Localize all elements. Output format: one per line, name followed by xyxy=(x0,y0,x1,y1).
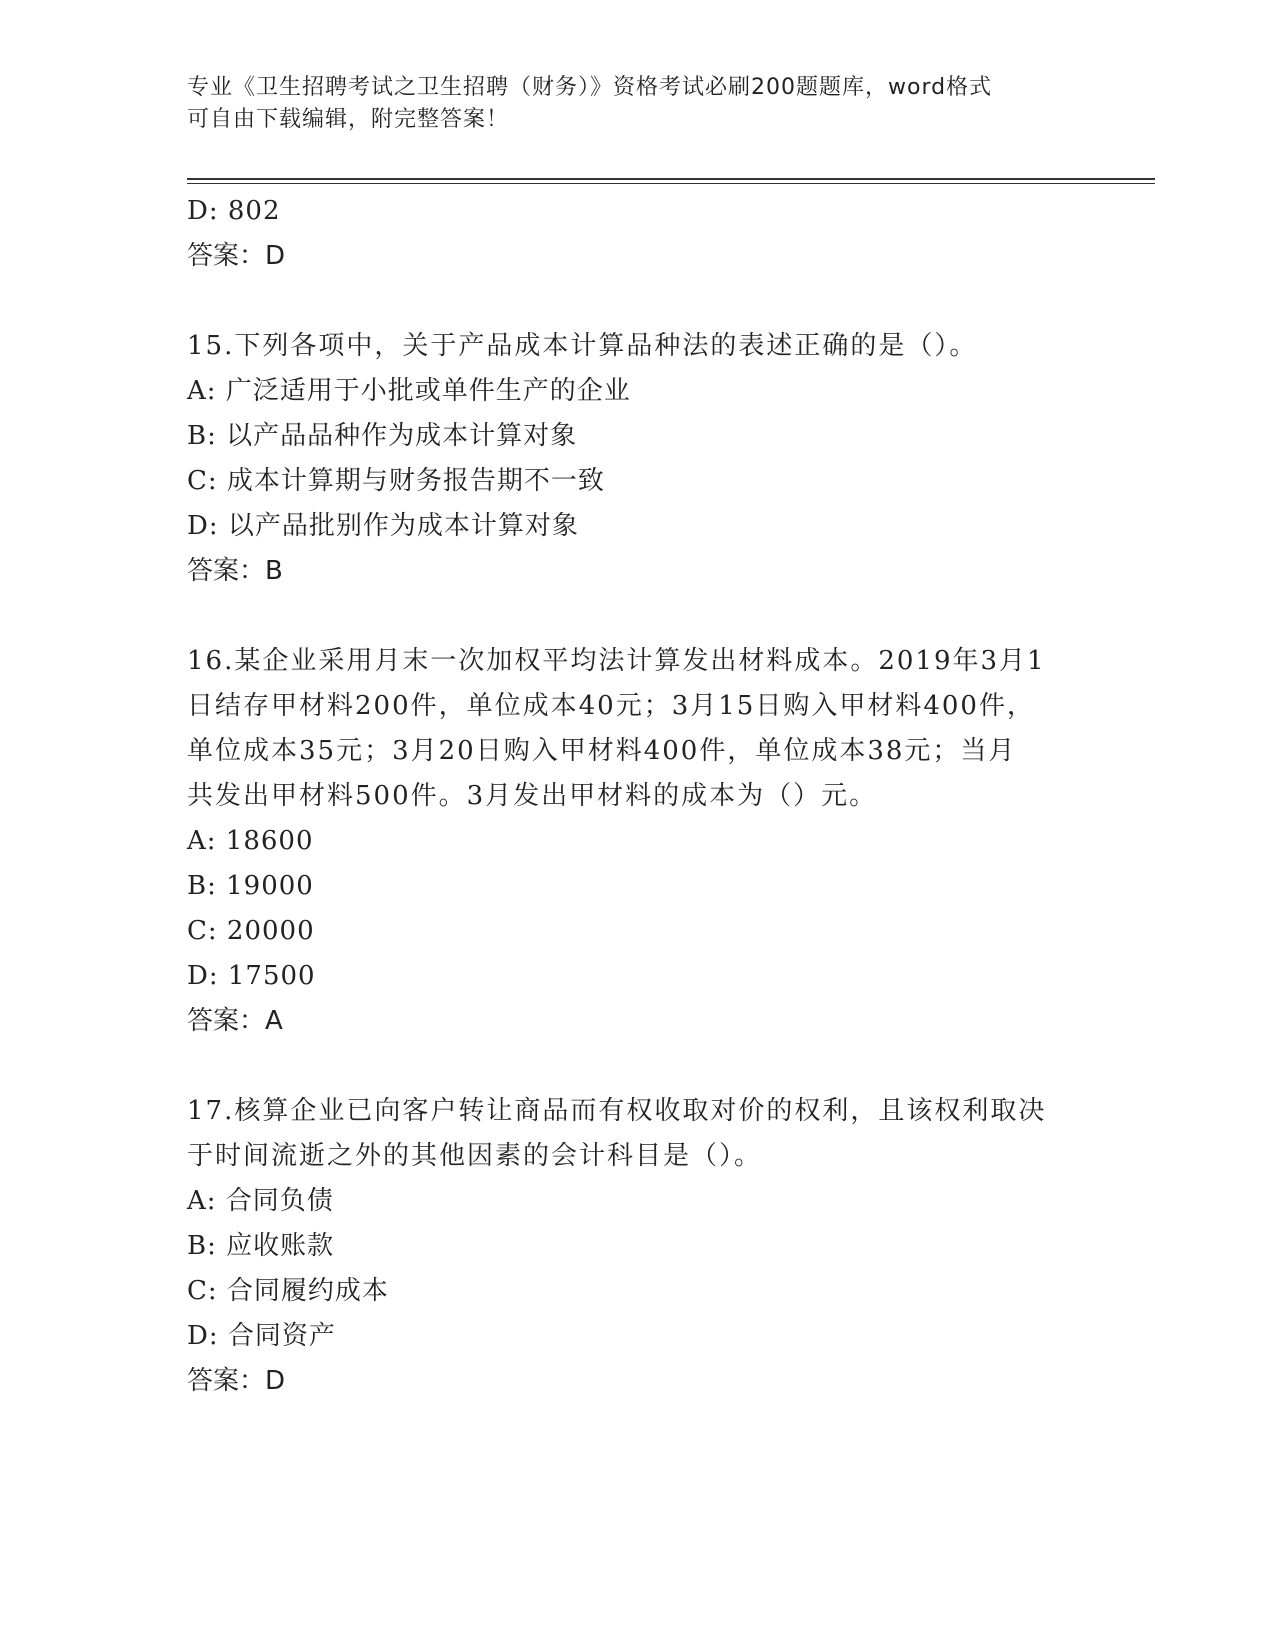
option-a: A: 广泛适用于小批或单件生产的企业 xyxy=(187,376,631,406)
header-divider-thick xyxy=(187,178,1155,180)
option-b: B: 以产品品种作为成本计算对象 xyxy=(187,421,578,451)
question-text xyxy=(187,639,1067,819)
header-line-1: 专业《卫生招聘考试之卫生招聘（财务）》资格考试必刷200题题库，word格式 xyxy=(187,75,993,100)
answer-line: 答案：A xyxy=(187,1006,283,1036)
option-d: D: 以产品批别作为成本计算对象 xyxy=(187,511,579,541)
option-c: C: 合同履约成本 xyxy=(187,1276,389,1306)
question-line: 日结存甲材料200件，单位成本40元；3月15日购入甲材料400件， xyxy=(187,691,1035,721)
option-b: B: 应收账款 xyxy=(187,1231,335,1261)
header-line-2: 可自由下载编辑，附完整答案！ xyxy=(187,107,510,132)
question-line: 15.下列各项中，关于产品成本计算品种法的表述正确的是（）。 xyxy=(187,331,978,361)
document-header xyxy=(187,72,1087,136)
question-list xyxy=(187,189,1087,1404)
question-text xyxy=(187,1089,1067,1179)
question-17 xyxy=(187,1089,1087,1404)
answer-line: 答案：B xyxy=(187,556,283,586)
carryover-block xyxy=(187,189,1087,279)
spacer xyxy=(187,594,1087,639)
question-line: 16.某企业采用月末一次加权平均法计算发出材料成本。2019年3月1 xyxy=(187,646,1046,676)
spacer xyxy=(187,1044,1087,1089)
option-c: C: 20000 xyxy=(187,916,315,946)
question-line: 共发出甲材料500件。3月发出甲材料的成本为（）元。 xyxy=(187,781,878,811)
option-b: B: 19000 xyxy=(187,871,314,901)
header-divider-thin xyxy=(187,183,1155,184)
option-a: A: 18600 xyxy=(187,826,314,856)
option-a: A: 合同负债 xyxy=(187,1186,334,1216)
question-text xyxy=(187,324,1067,369)
question-16 xyxy=(187,639,1087,1044)
question-line: 17.核算企业已向客户转让商品而有权收取对价的权利，且该权利取决 xyxy=(187,1096,1047,1126)
question-line: 单位成本35元；3月20日购入甲材料400件，单位成本38元；当月 xyxy=(187,736,1017,766)
answer-line: 答案：D xyxy=(187,241,286,271)
question-line: 于时间流逝之外的其他因素的会计科目是（）。 xyxy=(187,1141,763,1171)
option-d: D: 合同资产 xyxy=(187,1321,336,1351)
answer-line: 答案：D xyxy=(187,1366,286,1396)
spacer xyxy=(187,279,1087,324)
question-15 xyxy=(187,324,1087,594)
option-d: D: 17500 xyxy=(187,961,316,991)
option-d: D: 802 xyxy=(187,196,281,226)
option-c: C: 成本计算期与财务报告期不一致 xyxy=(187,466,605,496)
